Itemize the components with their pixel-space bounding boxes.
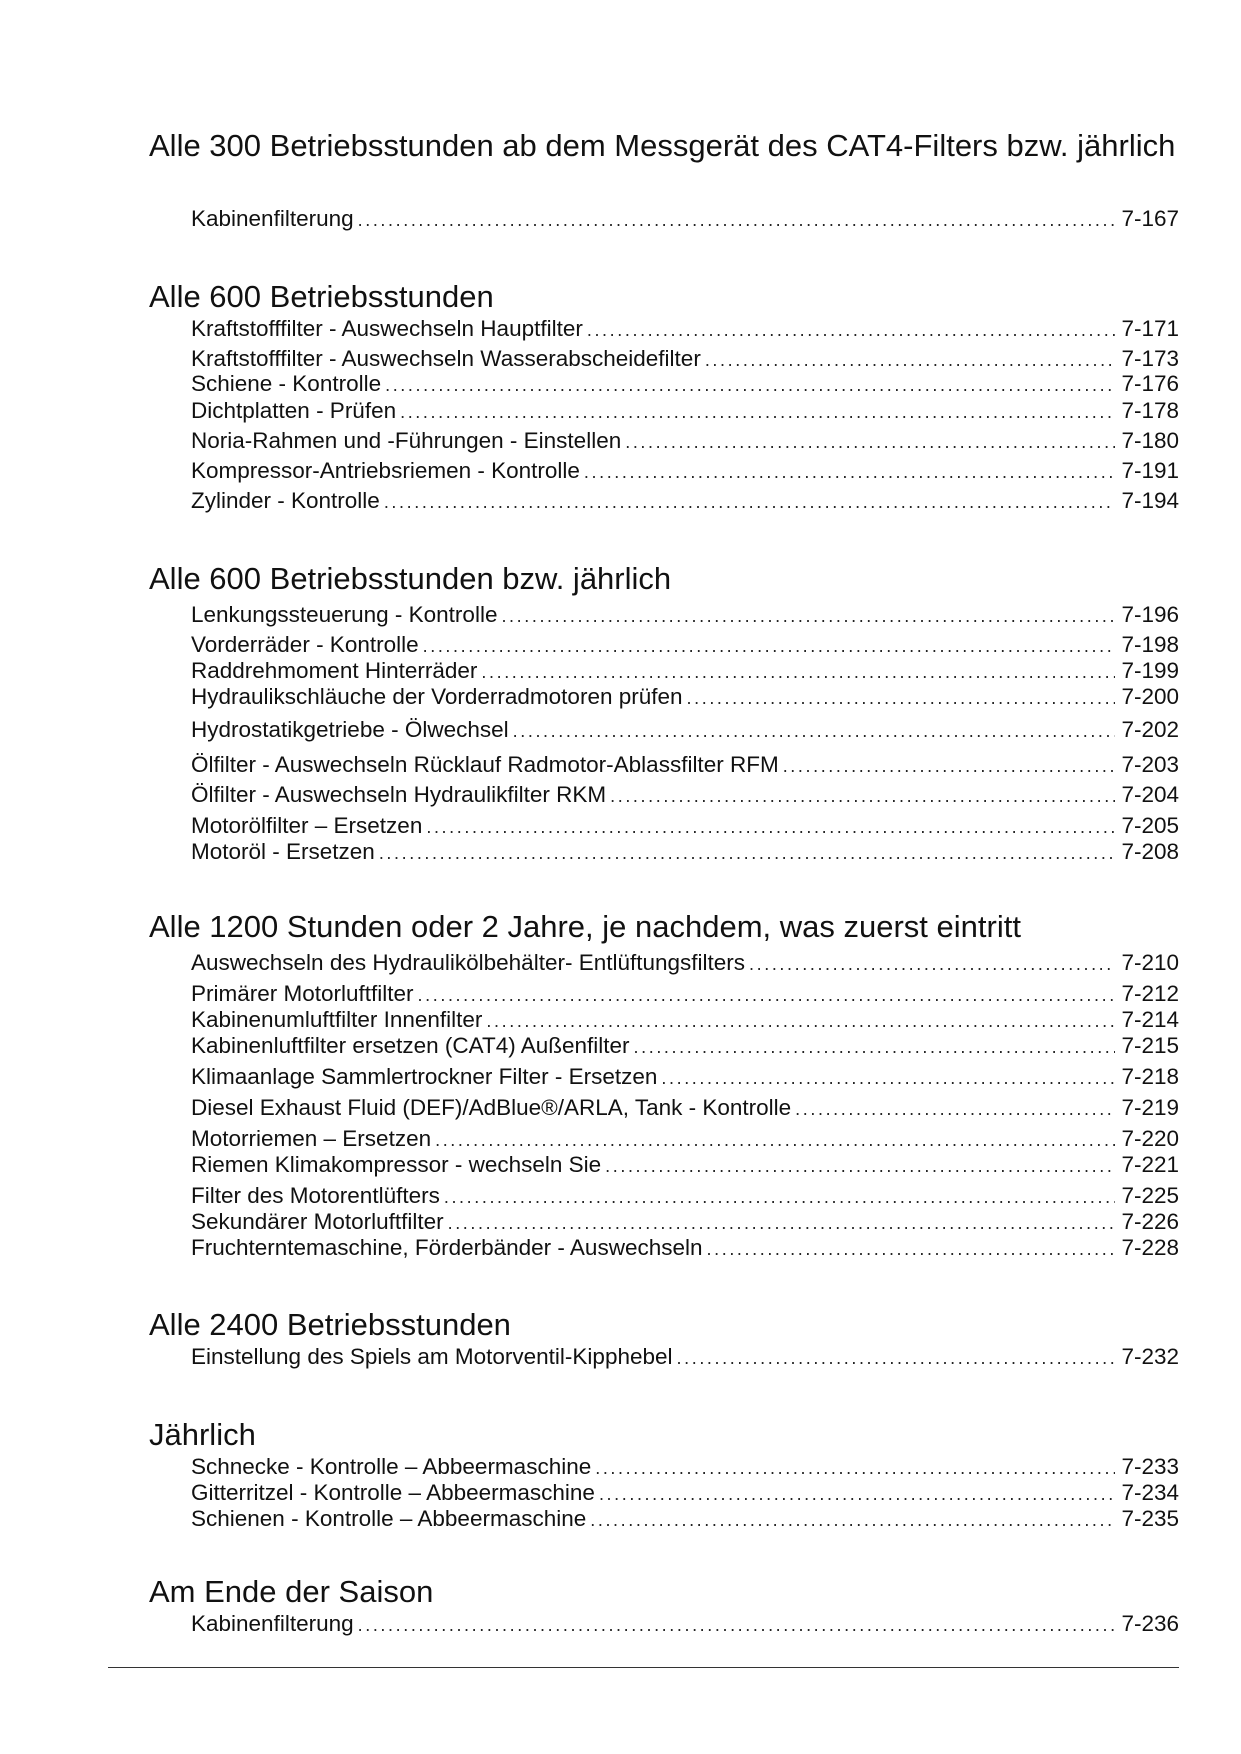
toc-entry-page: 7-212 — [1121, 981, 1179, 1006]
toc-entry-page: 7-171 — [1121, 316, 1179, 341]
dot-leader — [513, 718, 1116, 745]
dot-leader — [749, 951, 1115, 978]
toc-entry[interactable] — [191, 1208, 1179, 1235]
section-heading: Alle 2400 Betriebsstunden — [149, 1307, 511, 1342]
toc-entry[interactable] — [191, 370, 1179, 397]
toc-entry-label: Zylinder - Kontrolle — [191, 488, 380, 513]
toc-entry[interactable] — [191, 781, 1179, 808]
toc-entry-label: Motoröl - Ersetzen — [191, 839, 375, 864]
dot-leader — [423, 633, 1116, 660]
toc-entry-label: Primärer Motorluftfilter — [191, 981, 414, 1006]
toc-entry-page: 7-203 — [1121, 752, 1179, 777]
dot-leader — [501, 603, 1115, 630]
toc-entry-page: 7-194 — [1121, 488, 1179, 513]
toc-entry-label: Schnecke - Kontrolle – Abbeermaschine — [191, 1454, 592, 1479]
section-heading: Am Ende der Saison — [149, 1574, 434, 1609]
toc-entry-label: Kabinenumluftfilter Innenfilter — [191, 1007, 483, 1032]
dot-leader — [358, 207, 1116, 234]
dot-leader — [384, 489, 1116, 516]
toc-entry[interactable] — [191, 1505, 1179, 1532]
toc-entry[interactable] — [191, 838, 1179, 865]
toc-entry[interactable] — [191, 601, 1179, 628]
toc-entry[interactable] — [191, 949, 1179, 976]
toc-entry-label: Fruchterntemaschine, Förderbänder - Auswechseln — [191, 1235, 703, 1260]
toc-entry[interactable] — [191, 1182, 1179, 1209]
section-heading: Alle 600 Betriebsstunden bzw. jährlich — [149, 561, 672, 596]
toc-entry-page: 7-221 — [1121, 1152, 1179, 1177]
toc-entry-page: 7-215 — [1121, 1033, 1179, 1058]
toc-entry-page: 7-210 — [1121, 950, 1179, 975]
toc-entry-page: 7-167 — [1121, 206, 1179, 231]
toc-entry-page: 7-232 — [1121, 1344, 1179, 1369]
toc-entry[interactable] — [191, 980, 1179, 1007]
toc-entry[interactable] — [191, 1125, 1179, 1152]
toc-entry-page: 7-234 — [1121, 1480, 1179, 1505]
dot-leader — [599, 1481, 1116, 1508]
dot-leader — [426, 814, 1115, 841]
toc-entry-label: Raddrehmoment Hinterräder — [191, 658, 478, 683]
toc-entry-label: Riemen Klimakompressor - wechseln Sie — [191, 1152, 602, 1177]
toc-entry-label: Vorderräder - Kontrolle — [191, 632, 419, 657]
toc-entry-page: 7-226 — [1121, 1209, 1179, 1234]
toc-entry-page: 7-235 — [1121, 1506, 1179, 1531]
toc-entry-page: 7-173 — [1121, 346, 1179, 371]
toc-entry-label: Kabinenluftfilter ersetzen (CAT4) Außenfilter — [191, 1033, 630, 1058]
toc-entry-page: 7-218 — [1121, 1064, 1179, 1089]
toc-entry[interactable] — [191, 1479, 1179, 1506]
toc-entry-page: 7-200 — [1121, 684, 1179, 709]
toc-entry-label: Hydrostatikgetriebe - Ölwechsel — [191, 717, 509, 742]
toc-entry-page: 7-233 — [1121, 1454, 1179, 1479]
toc-entry[interactable] — [191, 1151, 1179, 1178]
dot-leader — [707, 1236, 1116, 1263]
section-heading: Alle 1200 Stunden oder 2 Jahre, je nachdem, was zuerst eintritt — [149, 909, 1021, 944]
toc-entry[interactable] — [191, 1032, 1179, 1059]
toc-entry-page: 7-198 — [1121, 632, 1179, 657]
dot-leader — [595, 1455, 1115, 1482]
toc-entry[interactable] — [191, 812, 1179, 839]
toc-entry-page: 7-236 — [1121, 1611, 1179, 1636]
toc-entry-page: 7-228 — [1121, 1235, 1179, 1260]
toc-entry-page: 7-205 — [1121, 813, 1179, 838]
dot-leader — [418, 982, 1116, 1009]
toc-entry-page: 7-196 — [1121, 602, 1179, 627]
toc-entry-page: 7-214 — [1121, 1007, 1179, 1032]
toc-entry[interactable] — [191, 397, 1179, 424]
toc-entry[interactable] — [191, 683, 1179, 710]
section-heading: Jährlich — [149, 1417, 256, 1452]
toc-entry[interactable] — [191, 1006, 1179, 1033]
dot-leader — [605, 1153, 1115, 1180]
dot-leader — [783, 753, 1116, 780]
toc-entry-label: Kompressor-Antriebsriemen - Kontrolle — [191, 458, 580, 483]
toc-entry-label: Einstellung des Spiels am Motorventil-Kipphebel — [191, 1344, 673, 1369]
toc-entry[interactable] — [191, 716, 1179, 743]
toc-entry-page: 7-225 — [1121, 1183, 1179, 1208]
toc-entry[interactable] — [191, 457, 1179, 484]
dot-leader — [435, 1127, 1115, 1154]
dot-leader — [584, 459, 1116, 486]
toc-entry-label: Hydraulikschläuche der Vorderradmotoren prüfen — [191, 684, 683, 709]
toc-entry-page: 7-219 — [1121, 1095, 1179, 1120]
toc-entry-page: 7-204 — [1121, 782, 1179, 807]
toc-entry-label: Noria-Rahmen und -Führungen - Einstellen — [191, 428, 622, 453]
toc-entry-page: 7-191 — [1121, 458, 1179, 483]
toc-entry-label: Filter des Motorentlüfters — [191, 1183, 440, 1208]
toc-entry-label: Lenkungssteuerung - Kontrolle — [191, 602, 498, 627]
toc-entry[interactable] — [191, 1063, 1179, 1090]
toc-entry-label: Sekundärer Motorluftfilter — [191, 1209, 444, 1234]
toc-entry[interactable] — [191, 1234, 1179, 1261]
dot-leader — [358, 1612, 1116, 1639]
dot-leader — [634, 1034, 1116, 1061]
toc-entry-page: 7-180 — [1121, 428, 1179, 453]
toc-entry[interactable] — [191, 657, 1179, 684]
toc-entry-label: Auswechseln des Hydraulikölbehälter- Entlüftungsfilters — [191, 950, 746, 975]
dot-leader — [481, 659, 1115, 686]
dot-leader — [625, 429, 1115, 456]
toc-entry-label: Kabinenfilterung — [191, 1611, 354, 1636]
toc-entry[interactable] — [191, 1094, 1179, 1121]
dot-leader — [400, 399, 1115, 426]
toc-entry-label: Kraftstofffilter - Auswechseln Hauptfilter — [191, 316, 583, 341]
toc-entry-page: 7-199 — [1121, 658, 1179, 683]
dot-leader — [677, 1345, 1116, 1372]
dot-leader — [385, 372, 1115, 399]
toc-entry-page: 7-178 — [1121, 398, 1179, 423]
footer-rule — [108, 1667, 1179, 1668]
dot-leader — [687, 685, 1116, 712]
toc-entry-label: Ölfilter - Auswechseln Hydraulikfilter RKM — [191, 782, 607, 807]
dot-leader — [379, 840, 1116, 867]
toc-entry-page: 7-220 — [1121, 1126, 1179, 1151]
toc-entry[interactable] — [191, 1610, 1179, 1637]
toc-entry-label: Motorölfilter – Ersetzen — [191, 813, 423, 838]
dot-leader — [610, 783, 1115, 810]
dot-leader — [587, 317, 1116, 344]
toc-entry[interactable] — [191, 751, 1179, 778]
toc-entry[interactable] — [191, 487, 1179, 514]
toc-entry[interactable] — [191, 345, 1179, 372]
toc-entry-label: Ölfilter - Auswechseln Rücklauf Radmotor-Ablassfilter RFM — [191, 752, 779, 777]
toc-entry[interactable] — [191, 315, 1179, 342]
section-heading: Alle 600 Betriebsstunden — [149, 279, 494, 314]
dot-leader — [795, 1096, 1115, 1123]
dot-leader — [661, 1065, 1115, 1092]
toc-entry-label: Kraftstofffilter - Auswechseln Wasserabscheidefilter — [191, 346, 701, 371]
toc-entry-page: 7-202 — [1121, 717, 1179, 742]
toc-entry-label: Dichtplatten - Prüfen — [191, 398, 397, 423]
toc-entry-label: Klimaanlage Sammlertrockner Filter - Ersetzen — [191, 1064, 658, 1089]
dot-leader — [444, 1184, 1116, 1211]
dot-leader — [486, 1008, 1115, 1035]
toc-entry-page: 7-176 — [1121, 371, 1179, 396]
dot-leader — [448, 1210, 1116, 1237]
toc-entry-label: Motorriemen – Ersetzen — [191, 1126, 432, 1151]
dot-leader — [590, 1507, 1115, 1534]
toc-entry[interactable] — [191, 427, 1179, 454]
toc-entry[interactable] — [191, 1343, 1179, 1370]
toc-entry-label: Diesel Exhaust Fluid (DEF)/AdBlue®/ARLA, Tank - Kontrolle — [191, 1095, 792, 1120]
toc-entry[interactable] — [191, 631, 1179, 658]
toc-entry-label: Gitterritzel - Kontrolle – Abbeermaschine — [191, 1480, 595, 1505]
toc-entry-label: Schienen - Kontrolle – Abbeermaschine — [191, 1506, 587, 1531]
toc-entry-page: 7-208 — [1121, 839, 1179, 864]
toc-entry[interactable] — [191, 205, 1179, 232]
toc-entry[interactable] — [191, 1453, 1179, 1480]
section-heading: Alle 300 Betriebsstunden ab dem Messgerät des CAT4-Filters bzw. jährlich — [149, 128, 1176, 163]
toc-entry-label: Schiene - Kontrolle — [191, 371, 382, 396]
toc-entry-label: Kabinenfilterung — [191, 206, 354, 231]
